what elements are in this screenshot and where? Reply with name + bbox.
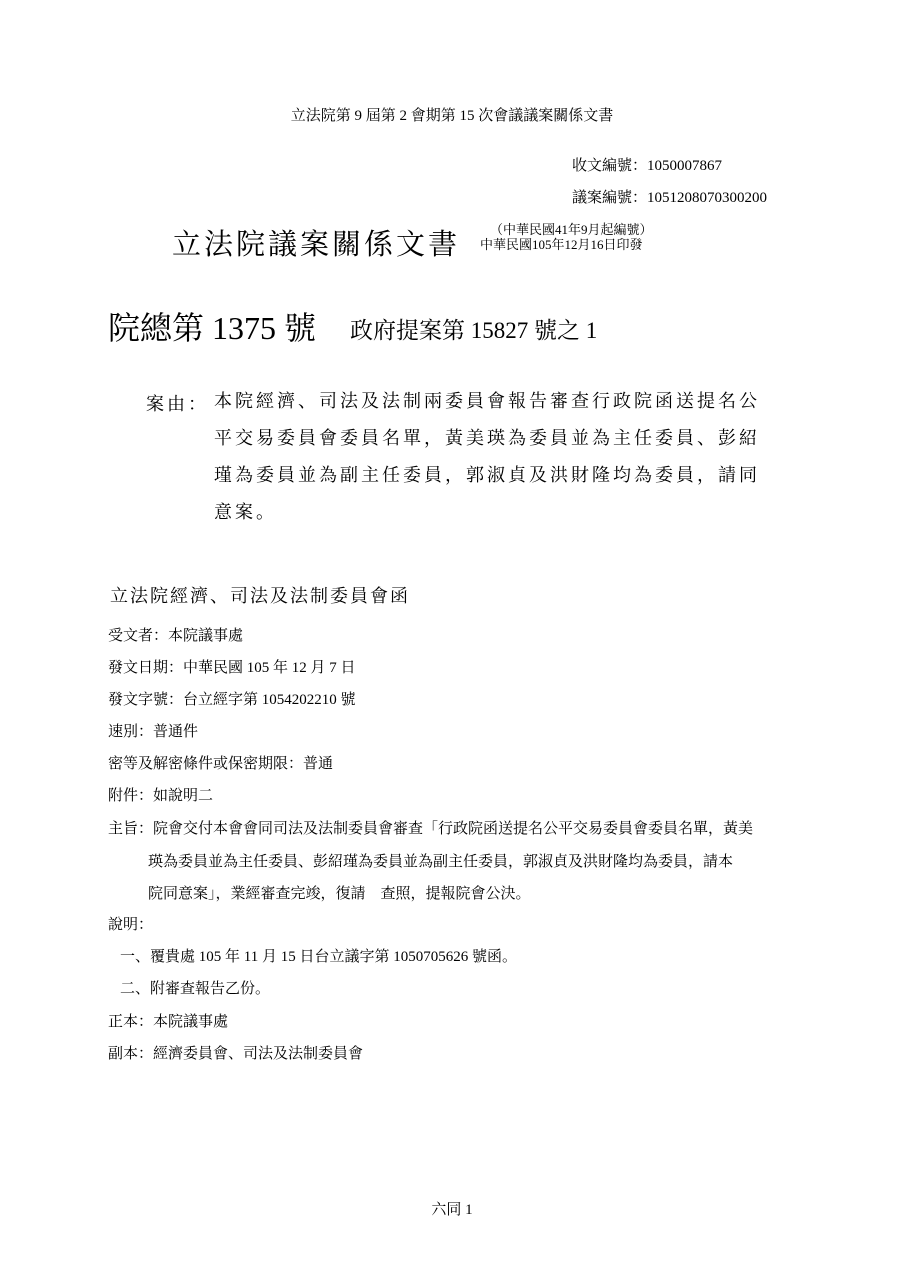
gist-line: 瑛為委員並為主任委員、彭紹瑾為委員並為副主任委員，郭淑貞及洪財隆均為委員，請本: [148, 854, 734, 870]
running-header: 立法院第 9 屆第 2 會期第 15 次會議議案關係文書: [290, 108, 614, 124]
issue-date-field: 發文日期：中華民國 105 年 12 月 7 日: [108, 660, 356, 676]
classification-field: 密等及解密條件或保密期限：普通: [108, 756, 334, 772]
receipt-number: 1050007867: [647, 158, 723, 174]
recipient-field: 受文者：本院議事處: [108, 628, 244, 644]
document-number: 院總第 1375 號: [108, 310, 317, 346]
subject-line: 瑾為委員並為副主任委員，郭淑貞及洪財隆均為委員，請同: [214, 465, 760, 485]
series-note: [480, 222, 653, 252]
original-recipient-field: 正本：本院議事處: [108, 1014, 229, 1030]
receipt-label: 收文編號：: [572, 158, 648, 174]
page-footer: 六同 1: [431, 1202, 473, 1218]
subject-line: 意案。: [214, 502, 277, 522]
copy-recipient-field: 副本：經濟委員會、司法及法制委員會: [108, 1046, 364, 1062]
subject-label: 案由：: [146, 394, 209, 414]
speed-field: 速別：普通件: [108, 724, 199, 740]
gist-line: 主旨：院會交付本會會同司法及法制委員會審查「行政院函送提名公平交易委員會委員名單，黃美: [108, 821, 754, 837]
numbering-note: （中華民國41年9月起編號）: [490, 222, 653, 237]
subject-line: 平交易委員會委員名單，黃美瑛為委員並為主任委員、彭紹: [214, 428, 760, 448]
receipt-number-line: [572, 154, 722, 175]
gist-line: 院同意案」，業經審查完竣，復請 查照，提報院會公決。: [148, 886, 531, 902]
bill-number-line: [572, 186, 767, 207]
print-date: 中華民國105年12月16日印發: [480, 237, 643, 252]
explanation-item: 一、覆貴處 105 年 11 月 15 日台立議字第 1050705626 號函。: [120, 949, 517, 965]
explanation-item: 二、附審查報告乙份。: [120, 981, 271, 997]
proposal-number: 政府提案第 15827 號之 1: [350, 318, 598, 343]
committee-letter-heading: 立法院經濟、司法及法制委員會函: [110, 586, 410, 606]
document-title: 立法院議案關係文書: [172, 229, 461, 261]
subject-text: [214, 390, 760, 538]
explanation-label: 說明：: [108, 917, 154, 933]
bill-label: 議案編號：: [572, 190, 648, 206]
bill-number: 1051208070300200: [647, 190, 768, 206]
issue-number-field: 發文字號：台立經字第 1054202210 號: [108, 692, 356, 708]
attachment-field: 附件：如說明二: [108, 788, 214, 804]
subject-line: 本院經濟、司法及法制兩委員會報告審查行政院函送提名公: [214, 391, 760, 411]
